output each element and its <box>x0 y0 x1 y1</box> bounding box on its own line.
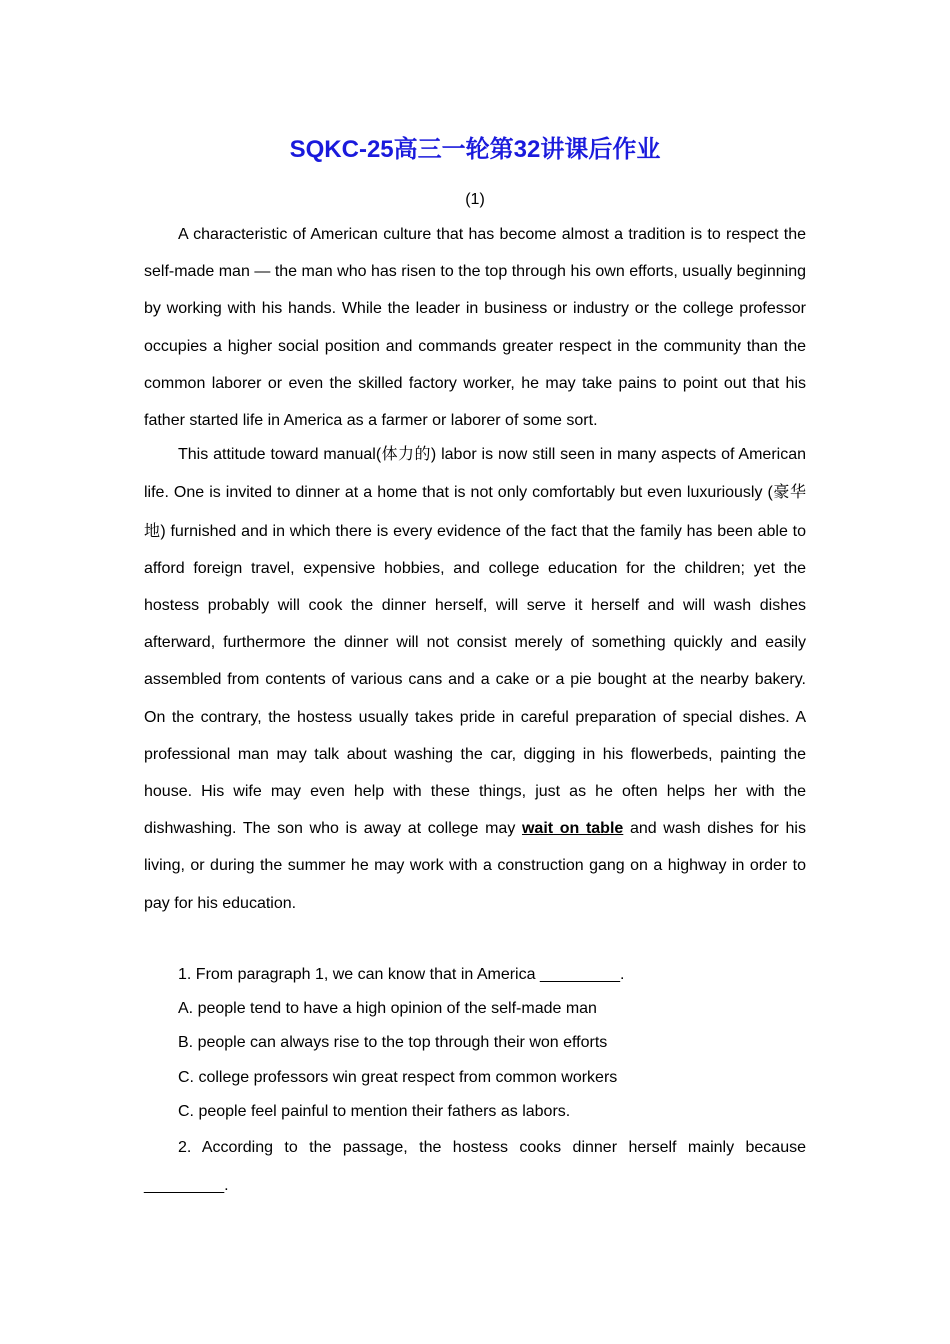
paragraph-2-part-1: This attitude toward manual( <box>178 446 382 464</box>
question-1-option-c: C. college professors win great respect from common workers <box>178 1068 618 1086</box>
chinese-gloss-luxuriously: 豪华地 <box>144 482 806 540</box>
section-label: (1) <box>465 191 485 208</box>
paragraph-1: A characteristic of American culture that has become almost a tradition is to respect the self-made man — the man who has risen to the top through his own efforts, usually beginning by working with his hands. While the leader in business or industry or the college professor occupies a higher social position and commands greater respect in the community than the common laborer or even the skilled factory worker, he may take pains to point out that his father started life in America as a farmer or laborer of some sort. <box>144 226 806 430</box>
question-1-option-d: C. people feel painful to mention their fathers as labors. <box>178 1102 571 1120</box>
question-1-option-b: B. people can always rise to the top through their won efforts <box>178 1034 608 1052</box>
question-2-stem: 2. According to the passage, the hostess cooks dinner herself mainly because _________. <box>144 1139 806 1194</box>
paragraph-2-part-3: ) furnished and in which there is every evidence of the fact that the family has been able to afford foreign travel, expensive hobbies, and college education for the children; yet the hostess probably will cook the dinner herself, will serve it herself and will wash dishes afterward, furthermore the dinner will not consist merely of something quickly and easily assembled from contents of various cans and a cake or a pie bought at the nearby bakery. On the contrary, the hostess usually takes pride in careful preparation of special dishes. A professional man may talk about washing the car, digging in his flowerbeds, painting the house. His wife may even help with these things, just as he often helps her with the dishwashing. The son who is away at college may <box>144 522 806 838</box>
questions-section <box>144 958 806 1204</box>
question-1-option-a: A. people tend to have a high opinion of the self-made man <box>178 1000 597 1018</box>
paragraph-2 <box>144 435 806 922</box>
paragraph-2-part-4: and wash dishes for his living, or during the summer he may work with a construction gang on a highway in order to pay for his education. <box>144 820 806 912</box>
chinese-gloss-manual: 体力的 <box>381 444 431 464</box>
highlighted-phrase: wait on table <box>521 820 624 838</box>
question-1-stem: 1. From paragraph 1, we can know that in America _________. <box>178 966 625 983</box>
reading-passage <box>144 216 806 922</box>
document-title: SQKC-25高三一轮第32讲课后作业 <box>289 136 661 163</box>
paragraph-2-part-2: ) labor is now still seen in many aspects of American life. One is invited to dinner at a home that is not only comfortably but even luxuriously ( <box>144 446 807 502</box>
